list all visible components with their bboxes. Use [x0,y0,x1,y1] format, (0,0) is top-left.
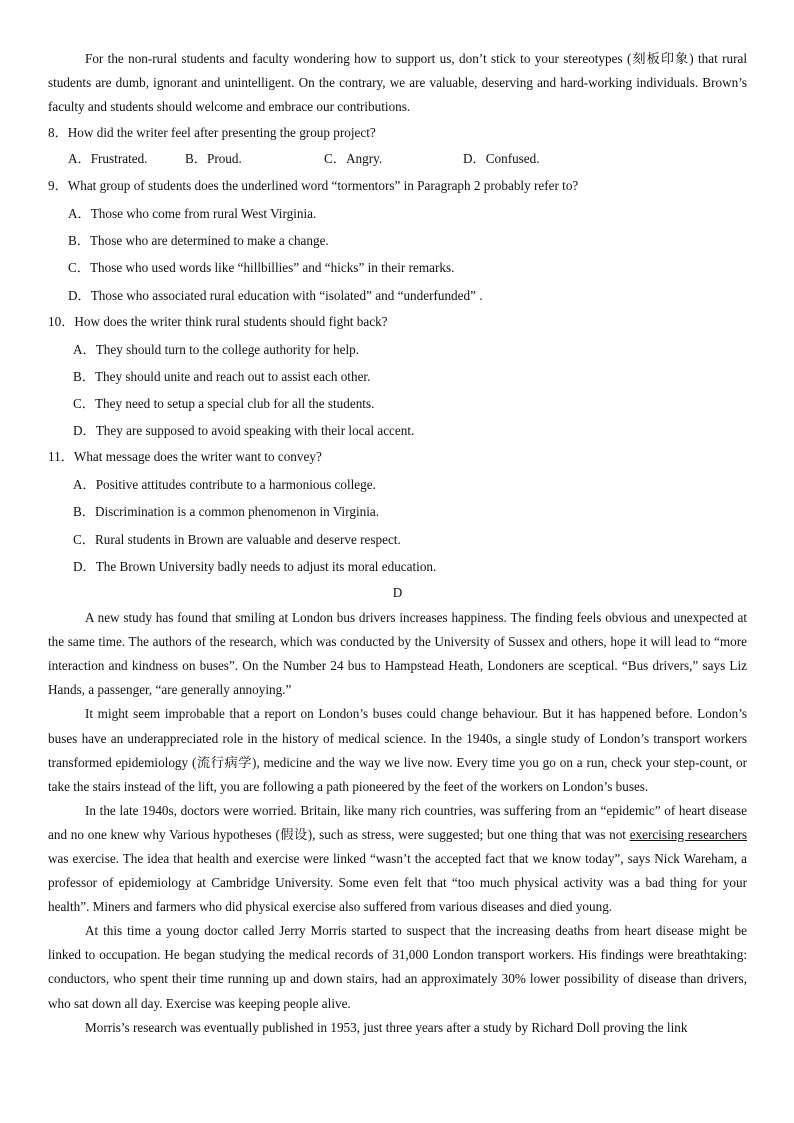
option-a[interactable]: A．Positive attitudes contribute to a harmonious college. [73,477,376,493]
option-c[interactable]: C．Those who used words like “hillbillies” and “hicks” in their remarks. [68,260,455,276]
paragraph-3-text-before: In the late 1940s, doctors were worried. Britain, like many rich countries, was suffering from an “epidemic” of heart disease and no one knew why Various hypotheses (假设), such as stress, were suggested; but one thing that was not [48,802,747,842]
question-stem: 8．How did the writer feel after presenting the group project? [48,124,376,140]
passage-d-paragraph-1: A new study has found that smiling at London bus drivers increases happiness. The finding feels obvious and unexpected at the same time. The authors of the research, which was conducted by the University of Sussex and others, hope it will lead to “more interaction and kindness on buses”. On the Number 24 bus to Hampstead Heath, Londoners are sceptical. “Bus drivers,” says Liz Hands, a passenger, “are generally annoying.” [48,610,747,698]
question-stem: 10．How does the writer think rural students should fight back? [48,313,388,329]
passage-d-paragraph-3 [48,799,747,919]
options-row [48,146,747,173]
option-b[interactable]: B．Discrimination is a common phenomenon in Virginia. [73,504,380,520]
question-9 [48,173,747,309]
option-b[interactable]: B．They should unite and reach out to assist each other. [73,368,371,384]
option-c[interactable]: C．Angry. [324,151,383,167]
paragraph-3-text-after: was exercise. The idea that health and exercise were linked “wasn’t the accepted fact that we know today”, says Nick Wareham, a professor of epidemiology at Cambridge University. Some even felt that “too much physical activity was a bad thing for your health”. Miners and farmers who did physical exercise also suffered from various diseases and died young. [48,850,747,915]
passage-d-paragraph-5: Morris’s research was eventually published in 1953, just three years after a study by Richard Doll proving the link [85,1019,688,1035]
option-d[interactable]: D．They are supposed to avoid speaking with their local accent. [73,423,415,439]
underlined-phrase: exercising researchers [629,826,747,842]
option-d[interactable]: D．Those who associated rural education with “isolated” and “underfunded” . [68,287,483,303]
option-d[interactable]: D．The Brown University badly needs to adjust its moral education. [73,558,437,574]
question-stem: 11．What message does the writer want to convey? [48,449,322,465]
option-a[interactable]: A．Frustrated. [68,151,148,167]
question-11 [48,444,747,580]
question-stem: 9．What group of students does the underlined word “tormentors” in Paragraph 2 probably refer to? [48,178,579,194]
option-c[interactable]: C．They need to setup a special club for all the students. [73,396,375,412]
question-8 [48,120,747,174]
option-b[interactable]: B．Those who are determined to make a change. [68,233,329,249]
option-d[interactable]: D．Confused. [463,151,540,167]
option-a[interactable]: A．Those who come from rural West Virginia. [68,206,317,221]
passage-c-final-paragraph: For the non-rural students and faculty wondering how to support us, don’t stick to your stereotypes (刻板印象) that rural students are dumb, ignorant and unintelligent. On the contrary, we are valuable, deserving and hard-working individuals. Brown’s faculty and students should welcome and embrace our contributions. [48,51,747,115]
option-c[interactable]: C．Rural students in Brown are valuable and deserve respect. [73,531,401,547]
option-a[interactable]: A．They should turn to the college authority for help. [73,341,360,357]
question-10 [48,309,747,445]
option-b[interactable]: B．Proud. [185,151,242,167]
passage-d-paragraph-2: It might seem improbable that a report on London’s buses could change behaviour. But it has happened before. London’s buses have an underappreciated role in the history of medical science. In the 1940s, a single study of London’s transport workers transformed epidemiology (流行病学), medicine and the way we live now. Every time you go on a run, check your step-count, or take the stairs instead of the lift, you are following a path pioneered by the feet of the workers on London’s buses. [48,706,747,794]
section-letter: D [392,585,403,601]
passage-d-paragraph-4: At this time a young doctor called Jerry Morris started to suspect that the increasing deaths from heart disease might be linked to occupation. He began studying the medical records of 31,000 London transport workers. His findings were breathtaking: conductors, who spent their time running up and down stairs, had an approximately 30% lower possibility of disease than drivers, who sat down all day. Exercise was keeping people alive. [48,923,747,1011]
